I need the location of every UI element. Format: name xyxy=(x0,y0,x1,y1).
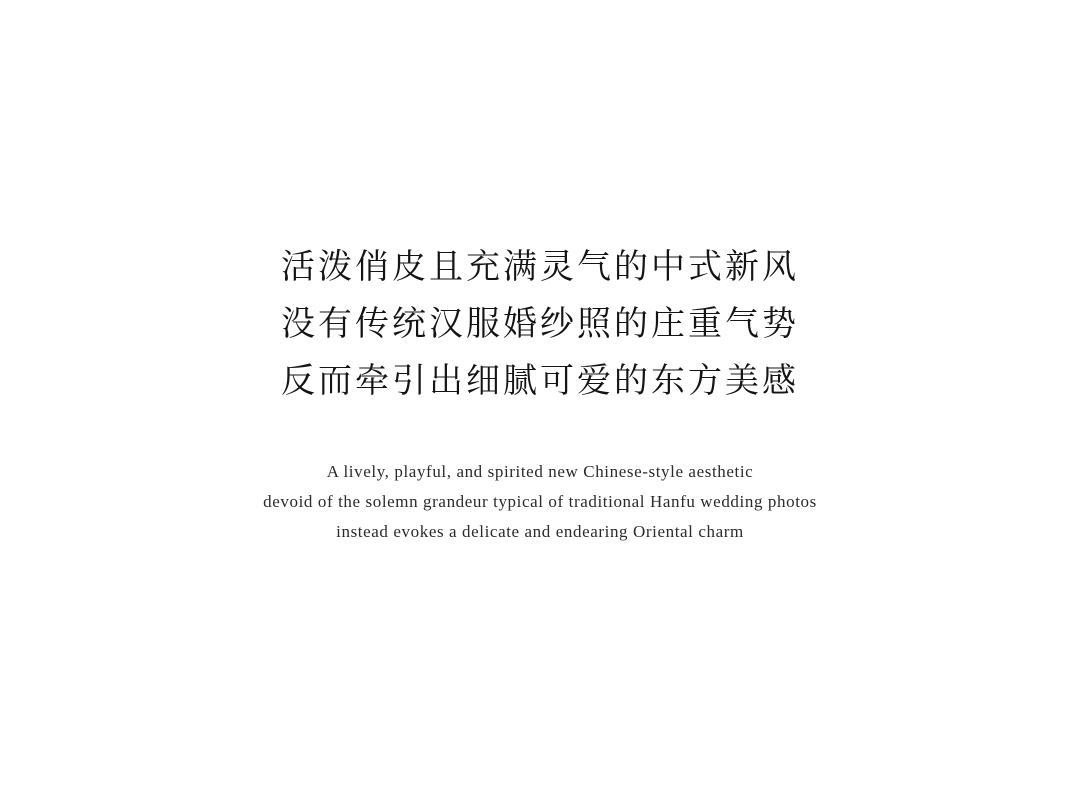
heading-chinese xyxy=(281,239,799,410)
subtitle-line-2: devoid of the solemn grandeur typical of traditional Hanfu wedding photos xyxy=(263,491,817,511)
heading-line-1: 活泼俏皮且充满灵气的中式新风 xyxy=(281,248,799,286)
heading-line-3: 反而牵引出细腻可爱的东方美感 xyxy=(281,362,799,400)
heading-line-2: 没有传统汉服婚纱照的庄重气势 xyxy=(281,305,799,343)
subtitle-english xyxy=(263,457,817,547)
subtitle-line-1: A lively, playful, and spirited new Chinese-style aesthetic xyxy=(326,461,754,481)
subtitle-line-3: instead evokes a delicate and endearing Oriental charm xyxy=(336,521,744,541)
